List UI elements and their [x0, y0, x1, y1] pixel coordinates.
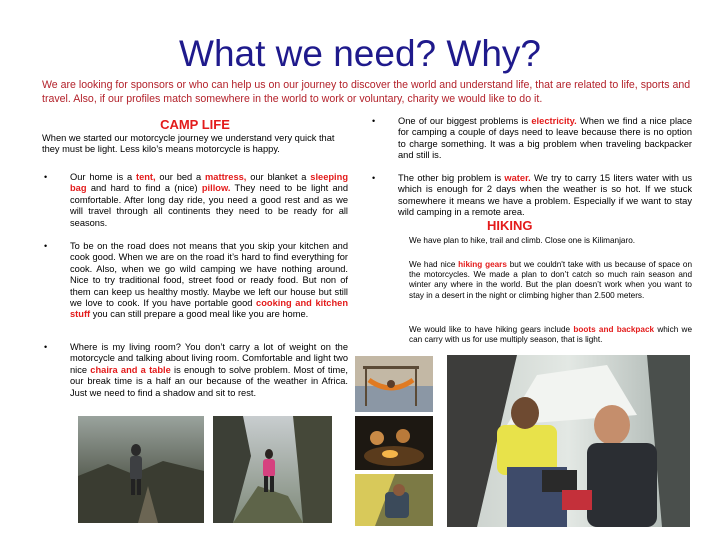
photo-hiker-in-mist	[78, 416, 204, 523]
camp-life-lead: When we started our motorcycle journey we understand very quick that they must be light. Less kilo’s means motorcycle is happy.	[42, 133, 335, 155]
right-bullet-electricity: One of our biggest problems is electricity. When we find a nice place for camping a couple of days need to leave because there is no option to charge something. It was a big problem when traveling backpacker and still is.	[398, 116, 692, 161]
camp-life-heading: CAMP LIFE	[160, 117, 230, 132]
photo-hiker-pink-jacket	[213, 416, 332, 523]
photo-couple-in-tent	[447, 355, 690, 527]
intro-paragraph: We are looking for sponsors or who can help us on our journey to discover the world and understand life, that are related to life, sports and travel. Also, if our profiles match somewhere in the world to work or voluntary, charity we would like to do it.	[42, 79, 691, 105]
right-bullet-water: The other big problem is water. We try to carry 15 liters water with us which is enough for 2 days when the weather is so hot. If we stuck somewhere it means we have a problem. Especially if we want to stay wild camping in a remote area.	[398, 173, 692, 218]
photo-campfire-night	[355, 416, 433, 470]
camp-bullet-living-room: Where is my living room? You don’t carry a lot of weight on the motorcycle and talking about living room. Comfortable and light two nice chaira and a table is enough to solve problem. Most of time, our break time is a half an our because of the weather in Africa. Just we need to find a shadow and sit to rest.	[70, 342, 349, 398]
photo-tent-entrance	[355, 474, 433, 526]
camp-bullet-shelter: Our home is a tent, our bed a mattress, our blanket a sleeping bag and hard to find a (nice) pillow. They need to be light and comfortable. After long day ride, you need a good rest and as we will travel through all continents they need to be ready for all seasons.	[70, 172, 348, 228]
bullet-dot: •	[372, 173, 376, 183]
bullet-dot: •	[372, 116, 376, 126]
photo-hammock-beach	[355, 356, 433, 412]
hiking-heading: HIKING	[487, 218, 533, 233]
hiking-paragraph-wishlist: We would like to have hiking gears include boots and backpack which we can carry with us for use multiply season, that is light.	[409, 325, 692, 345]
bullet-dot: •	[44, 241, 48, 251]
page-title: What we need? Why?	[179, 33, 541, 74]
camp-bullet-kitchen: To be on the road does not means that you skip your kitchen and cook good. When we are on the road it’s hard to find everything for cook. Also, when we go wild camping we have nothing around. Nice to try traditional food, street food or ready food. But non of them can keep us healthy mostly. Maybe we left our house but still we love to cook. If you have portable good cooking and kitchen stuff you can still prepare a good meal like you are home.	[70, 241, 348, 320]
hiking-paragraph-gears: We had nice hiking gears but we couldn't take with us because of space on the motorcycles. We made a plan to don’t catch so much rain season and winter any where in the world. But the plan doesn’t work when you want to stay in a desert in the night or climbing higher than 2.500 meters.	[409, 260, 693, 300]
hiking-paragraph-plan: We have plan to hike, trail and climb. Close one is Kilimanjaro.	[409, 236, 636, 245]
bullet-dot: •	[44, 342, 48, 352]
bullet-dot: •	[44, 172, 48, 182]
